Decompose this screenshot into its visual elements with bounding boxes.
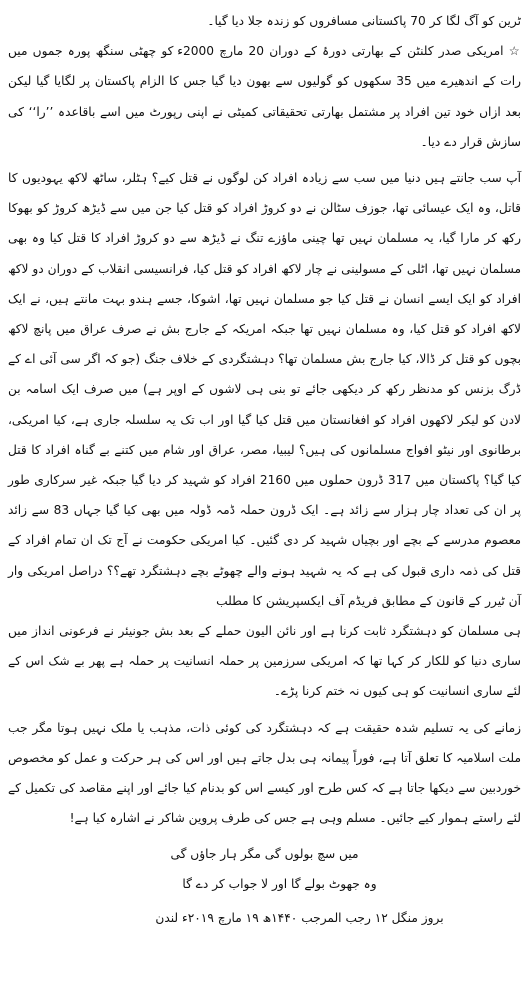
poem-line-1: میں سچ بولوں گی مگر ہار جاؤں گی: [170, 847, 359, 862]
poem-couplet: [8, 839, 521, 899]
paragraph-conclusion: زمانے کی یہ تسلیم شدہ حقیقت ہے کہ دہشتگرد کی کوئی ذات، مذہب یا ملک نہیں ہوتا مگر جب ملت اسلامیہ کا تعلق آتا ہے، فوراً پیمانہ ہی بدل جاتے ہیں اور اس کی ہر حرکت و عمل کو مخصوص خوردبین سے دیکھا جاتا ہے کہ کس طرح اور کیسے اس کو بدنام کیا جائے اور اپنے مقاصد کی تکمیل کے لئے راستے ہموار کیے جائیں۔ مسلم وہی ہے جس کی طرف پروین شاکر نے اشارہ کیا ہے!: [8, 720, 521, 826]
paragraph-killers: آپ سب جانتے ہیں دنیا میں سب سے زیادہ افراد کن لوگوں نے قتل کیے؟ ہٹلر، ساٹھ لاکھ یہودیوں کا قاتل، وہ ایک عیسائی تھا، جوزف سٹالن نے دو کروڑ افراد کو قتل کیا جن میں سے ڈیڑھ کروڑ کو بھوکا رکھ کر مارا گیا، یہ مسلمان نہیں تھا چینی ماؤزے تنگ نے ڈیڑھ سے دو کروڑ افراد کا قتل کیا وہ بھی مسلمان نہیں تھا، اٹلی کے مسولینی نے چار لاکھ افراد کو قتل کیا، فرانسیسی انقلاب کے دوران دو لاکھ افراد کو ایک ایسے انسان نے قتل کیا جو مسلمان نہیں تھا، اشوکا، جسے ہندو بہت مانتے ہیں، نے ایک لاکھ افراد کو قتل کیا، وہ مسلمان نہیں تھا جبکہ امریکہ کے جارج بش نے صرف عراق میں پانچ لاکھ بچوں کو قتل کر ڈالا، کیا جارج بش مسلمان تھا؟ دہشتگردی کے خلاف جنگ (جو کہ اگر سی آئی اے کے ڈرگ بزنس کو مدنظر رکھ کر دیکھی جائے تو بنی ہی لاشوں کے اوپر ہے) میں صرف ایک اسامہ بن لادن کو لیکر لاکھوں افراد کو افغانستان میں قتل کیا گیا اور اب تک یہ سلسلہ جاری ہے، کیا امریکی، برطانوی اور نیٹو افواج مسلمانوں کی ہیں؟ لیبیا، مصر، عراق اور شام میں کتنے بے گناہ افراد کا قتل کیا گیا؟ پاکستان میں 317 ڈرون حملوں میں 2160 افراد کو شہید کر دیا گیا جبکہ غیر سرکاری طور پر ان کی تعداد چار ہزار سے زائد ہے۔ ایک ڈرون حملہ ڈمہ ڈولہ میں بھی کیا گیا جہاں 83 سے زائد معصوم مدرسے کے بچے اور بچیاں شہید کر دی گئیں۔ کیا امریکی حکومت نے آج تک ان تمام افراد کے قتل کی ذمہ داری قبول کی ہے کہ یہ شہید ہونے والے چھوٹے بچے دہشتگرد تھے؟؟ دراصل امریکی وار آن ٹیرر کے قانون کے مطابق فریڈم آف ایکسپریشن کا مطلب: [8, 171, 521, 608]
paragraph-intro: ٹرین کو آگ لگا کر 70 پاکستانی مسافروں کو زندہ جلا دیا گیا۔: [207, 14, 521, 28]
date-location-signoff: بروز منگل ۱۲ رجب المرجب ۱۴۴۰ھ ۱۹ مارچ ۲۰۱۹ء لندن: [155, 911, 444, 926]
paragraph-nine-eleven: ہی مسلمان کو دہشتگرد ثابت کرنا ہے اور نائن الیون حملے کے بعد بش جونیئر نے فرعونی انداز میں ساری دنیا کو للکار کر کہا تھا کہ امریکی سرزمین پر حملہ انسانیت پر حملہ ہے پھر بے شک اس کے لئے ساری انسانیت کو ہی کیوں نہ ختم کرنا پڑے۔: [8, 624, 521, 699]
paragraph-chattisinghpura: ☆ امریکی صدر کلنٹن کے بھارتی دورۂ کے دوران 20 مارچ 2000ء کو چھٹی سنگھ پورہ جموں میں رات کے اندھیرے میں 35 سکھوں کو گولیوں سے بھون دیا گیا جس کا الزام پاکستان پر لگایا گیا لیکن بعد ازاں خود تین افراد پر مشتمل بھارتی تحقیقاتی کمیٹی نے اپنی رپورٹ میں اسے باقاعدہ ’’را‘‘ کی سازش قرار دے دیا۔: [8, 44, 522, 149]
poem-line-2: وہ جھوٹ بولے گا اور لا جواب کر دے گا: [182, 877, 377, 892]
